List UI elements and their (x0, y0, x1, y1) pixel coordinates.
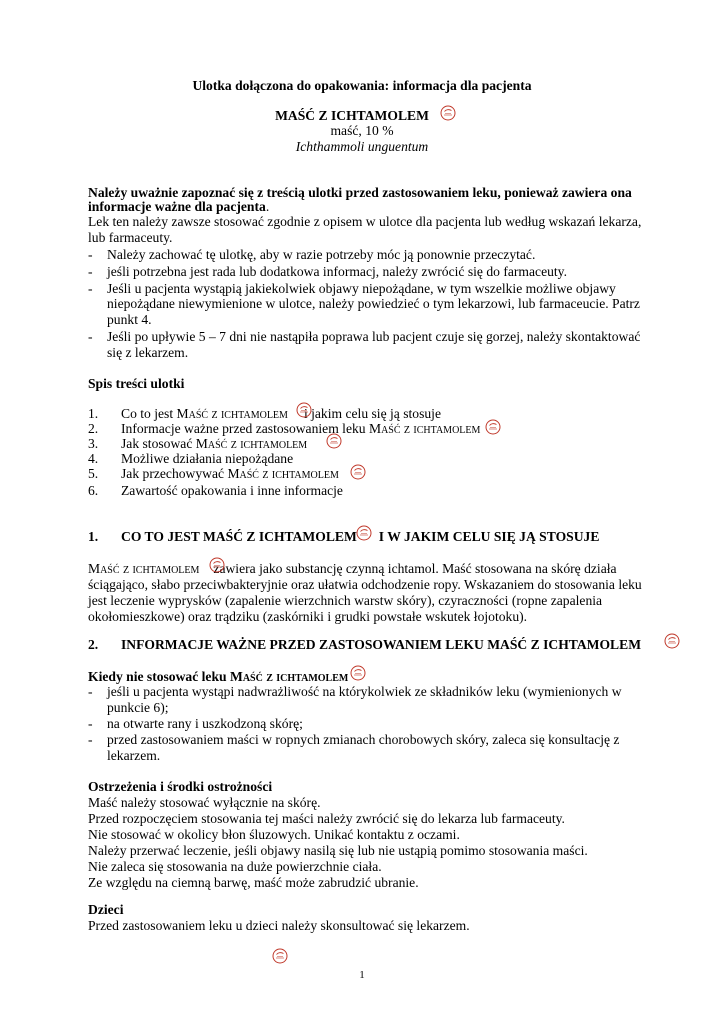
when-not-bullet: na otwarte rany i uszkodzoną skórę; (107, 716, 303, 731)
form-strength: maść, 10 % (330, 123, 394, 138)
section1-title: CO TO JEST MAŚĆ Z ICHTAMOLEM I W JAKIM CELU SIĘ JĄ STOSUJE (121, 529, 600, 544)
toc-item-2[interactable]: Informacje ważne przed zastosowaniem leku Maść z ichtamolem (121, 421, 481, 436)
manufacturer-logo-icon (356, 525, 372, 541)
warnings-line: Przed rozpoczęciem stosowania tej maści należy zwrócić się do lekarza lub farmaceuty. (88, 811, 565, 826)
bullet-dash: - (88, 281, 93, 296)
bullet-dash: - (88, 329, 93, 344)
manufacturer-logo-icon (272, 948, 288, 964)
section2-title: INFORMACJE WAŻNE PRZED ZASTOSOWANIEM LEKU MAŚĆ Z ICHTAMOLEM (121, 637, 642, 652)
section2-number: 2. (88, 637, 99, 652)
section1-line4: okołomieszkowe) oraz trądziku (zaskórniki i grudki powstałe wskutek łojotoku). (88, 609, 528, 624)
manufacturer-logo-icon (209, 557, 225, 573)
bullet-dash: - (88, 716, 93, 731)
intro-bullet: jeśli potrzebna jest rada lub dodatkowa informacj, należy zwrócić się do farmaceuty. (107, 264, 567, 279)
warnings-line: Nie zaleca się stosowania na duże powierzchnie ciała. (88, 859, 382, 874)
section1-line3: jest leczenie wyprysków (zapalenie wierzchnich warstw skóry), czyraczności (ropne zapalenia (88, 593, 603, 608)
toc-heading: Spis treści ulotki (88, 376, 185, 391)
intro-bold-line2: informacje ważne dla pacjenta. (88, 199, 270, 214)
bullet-dash: - (88, 732, 93, 747)
when-not-heading: Kiedy nie stosować leku Maść z ichtamolem (88, 669, 349, 684)
toc-number: 4. (88, 451, 99, 466)
section1-line2: ściągająco, słabo przeciwbakteryjnie oraz ułatwia odchodzenie ropy. Wskazaniem do stosowania leku (88, 577, 642, 592)
manufacturer-logo-icon (326, 433, 342, 449)
manufacturer-logo-icon (296, 402, 312, 418)
intro-bold-line1: Należy uważnie zapoznać się z treścią ulotki przed zastosowaniem leku, ponieważ zawiera ona (88, 185, 632, 200)
toc-item-1[interactable]: Co to jest Maść z ichtamolem i jakim celu się ją stosuje (121, 406, 441, 421)
bullet-dash: - (88, 264, 93, 279)
toc-number: 3. (88, 436, 99, 451)
manufacturer-logo-icon (350, 665, 366, 681)
when-not-bullet: przed zastosowaniem maści w ropnych zmianach chorobowych skóry, zaleca się konsultację z (107, 732, 620, 747)
children-text: Przed zastosowaniem leku u dzieci należy skonsultować się lekarzem. (88, 918, 470, 933)
when-not-bullet-cont: punkcie 6); (107, 700, 169, 715)
intro-bullet: Jeśli u pacjenta wystąpią jakiekolwiek objawy niepożądane, w tym wszelkie możliwe objawy (107, 281, 616, 296)
toc-item-5[interactable]: Jak przechowywać Maść z ichtamolem (121, 466, 339, 481)
when-not-bullet: jeśli u pacjenta wystąpi nadwrażliwość na którykolwiek ze składników leku (wymienionych w (107, 684, 622, 699)
manufacturer-logo-icon (664, 633, 680, 649)
warnings-line: Nie stosować w okolicy błon śluzowych. Unikać kontaktu z oczami. (88, 827, 460, 842)
section1-line1: Maść z ichtamolem zawiera jako substancję czynną ichtamol. Maść stosowana na skórę działa (88, 561, 617, 576)
leaflet-title: Ulotka dołączona do opakowania: informacja dla pacjenta (192, 78, 532, 93)
bullet-dash: - (88, 247, 93, 262)
intro-text-line1: Lek ten należy zawsze stosować zgodnie z opisem w ulotce dla pacjenta lub według wskazań lekarza, (88, 214, 642, 229)
toc-number: 2. (88, 421, 99, 436)
intro-bullet-cont: się z lekarzem. (107, 345, 189, 360)
when-not-bullet-cont: lekarzem. (107, 748, 161, 763)
children-heading: Dzieci (88, 902, 124, 917)
toc-item-6[interactable]: Zawartość opakowania i inne informacje (121, 483, 343, 498)
warnings-heading: Ostrzeżenia i środki ostrożności (88, 779, 273, 794)
section1-number: 1. (88, 529, 99, 544)
bullet-dash: - (88, 684, 93, 699)
manufacturer-logo-icon (440, 105, 456, 121)
intro-bullet: Należy zachować tę ulotkę, aby w razie potrzeby móc ją ponownie przeczytać. (107, 247, 536, 262)
toc-number: 5. (88, 466, 99, 481)
manufacturer-logo-icon (485, 419, 501, 435)
intro-bullet: Jeśli po upływie 5 – 7 dni nie nastąpiła poprawa lub pacjent czuje się gorzej, należy skontaktować (107, 329, 641, 344)
product-name: MAŚĆ Z ICHTAMOLEM (275, 108, 429, 123)
intro-text-line2: lub farmaceuty. (88, 230, 173, 245)
intro-bullet-cont: punkt 4. (107, 312, 152, 327)
toc-item-3[interactable]: Jak stosować Maść z ichtamolem (121, 436, 308, 451)
page-number: 1 (359, 969, 365, 981)
intro-bullet-cont: niepożądane niewymienione w ulotce, należy powiedzieć o tym lekarzowi, lub farmaceucie. Patrz (107, 296, 640, 311)
warnings-line: Ze względu na ciemną barwę, maść może zabrudzić ubranie. (88, 875, 419, 890)
warnings-line: Należy przerwać leczenie, jeśli objawy nasilą się lub nie ustąpią pomimo stosowania maści. (88, 843, 588, 858)
manufacturer-logo-icon (350, 464, 366, 480)
toc-number: 1. (88, 406, 99, 421)
toc-item-4[interactable]: Możliwe działania niepożądane (121, 451, 294, 466)
latin-name: Ichthammoli unguentum (295, 139, 429, 154)
toc-number: 6. (88, 483, 99, 498)
warnings-line: Maść należy stosować wyłącznie na skórę. (88, 795, 321, 810)
